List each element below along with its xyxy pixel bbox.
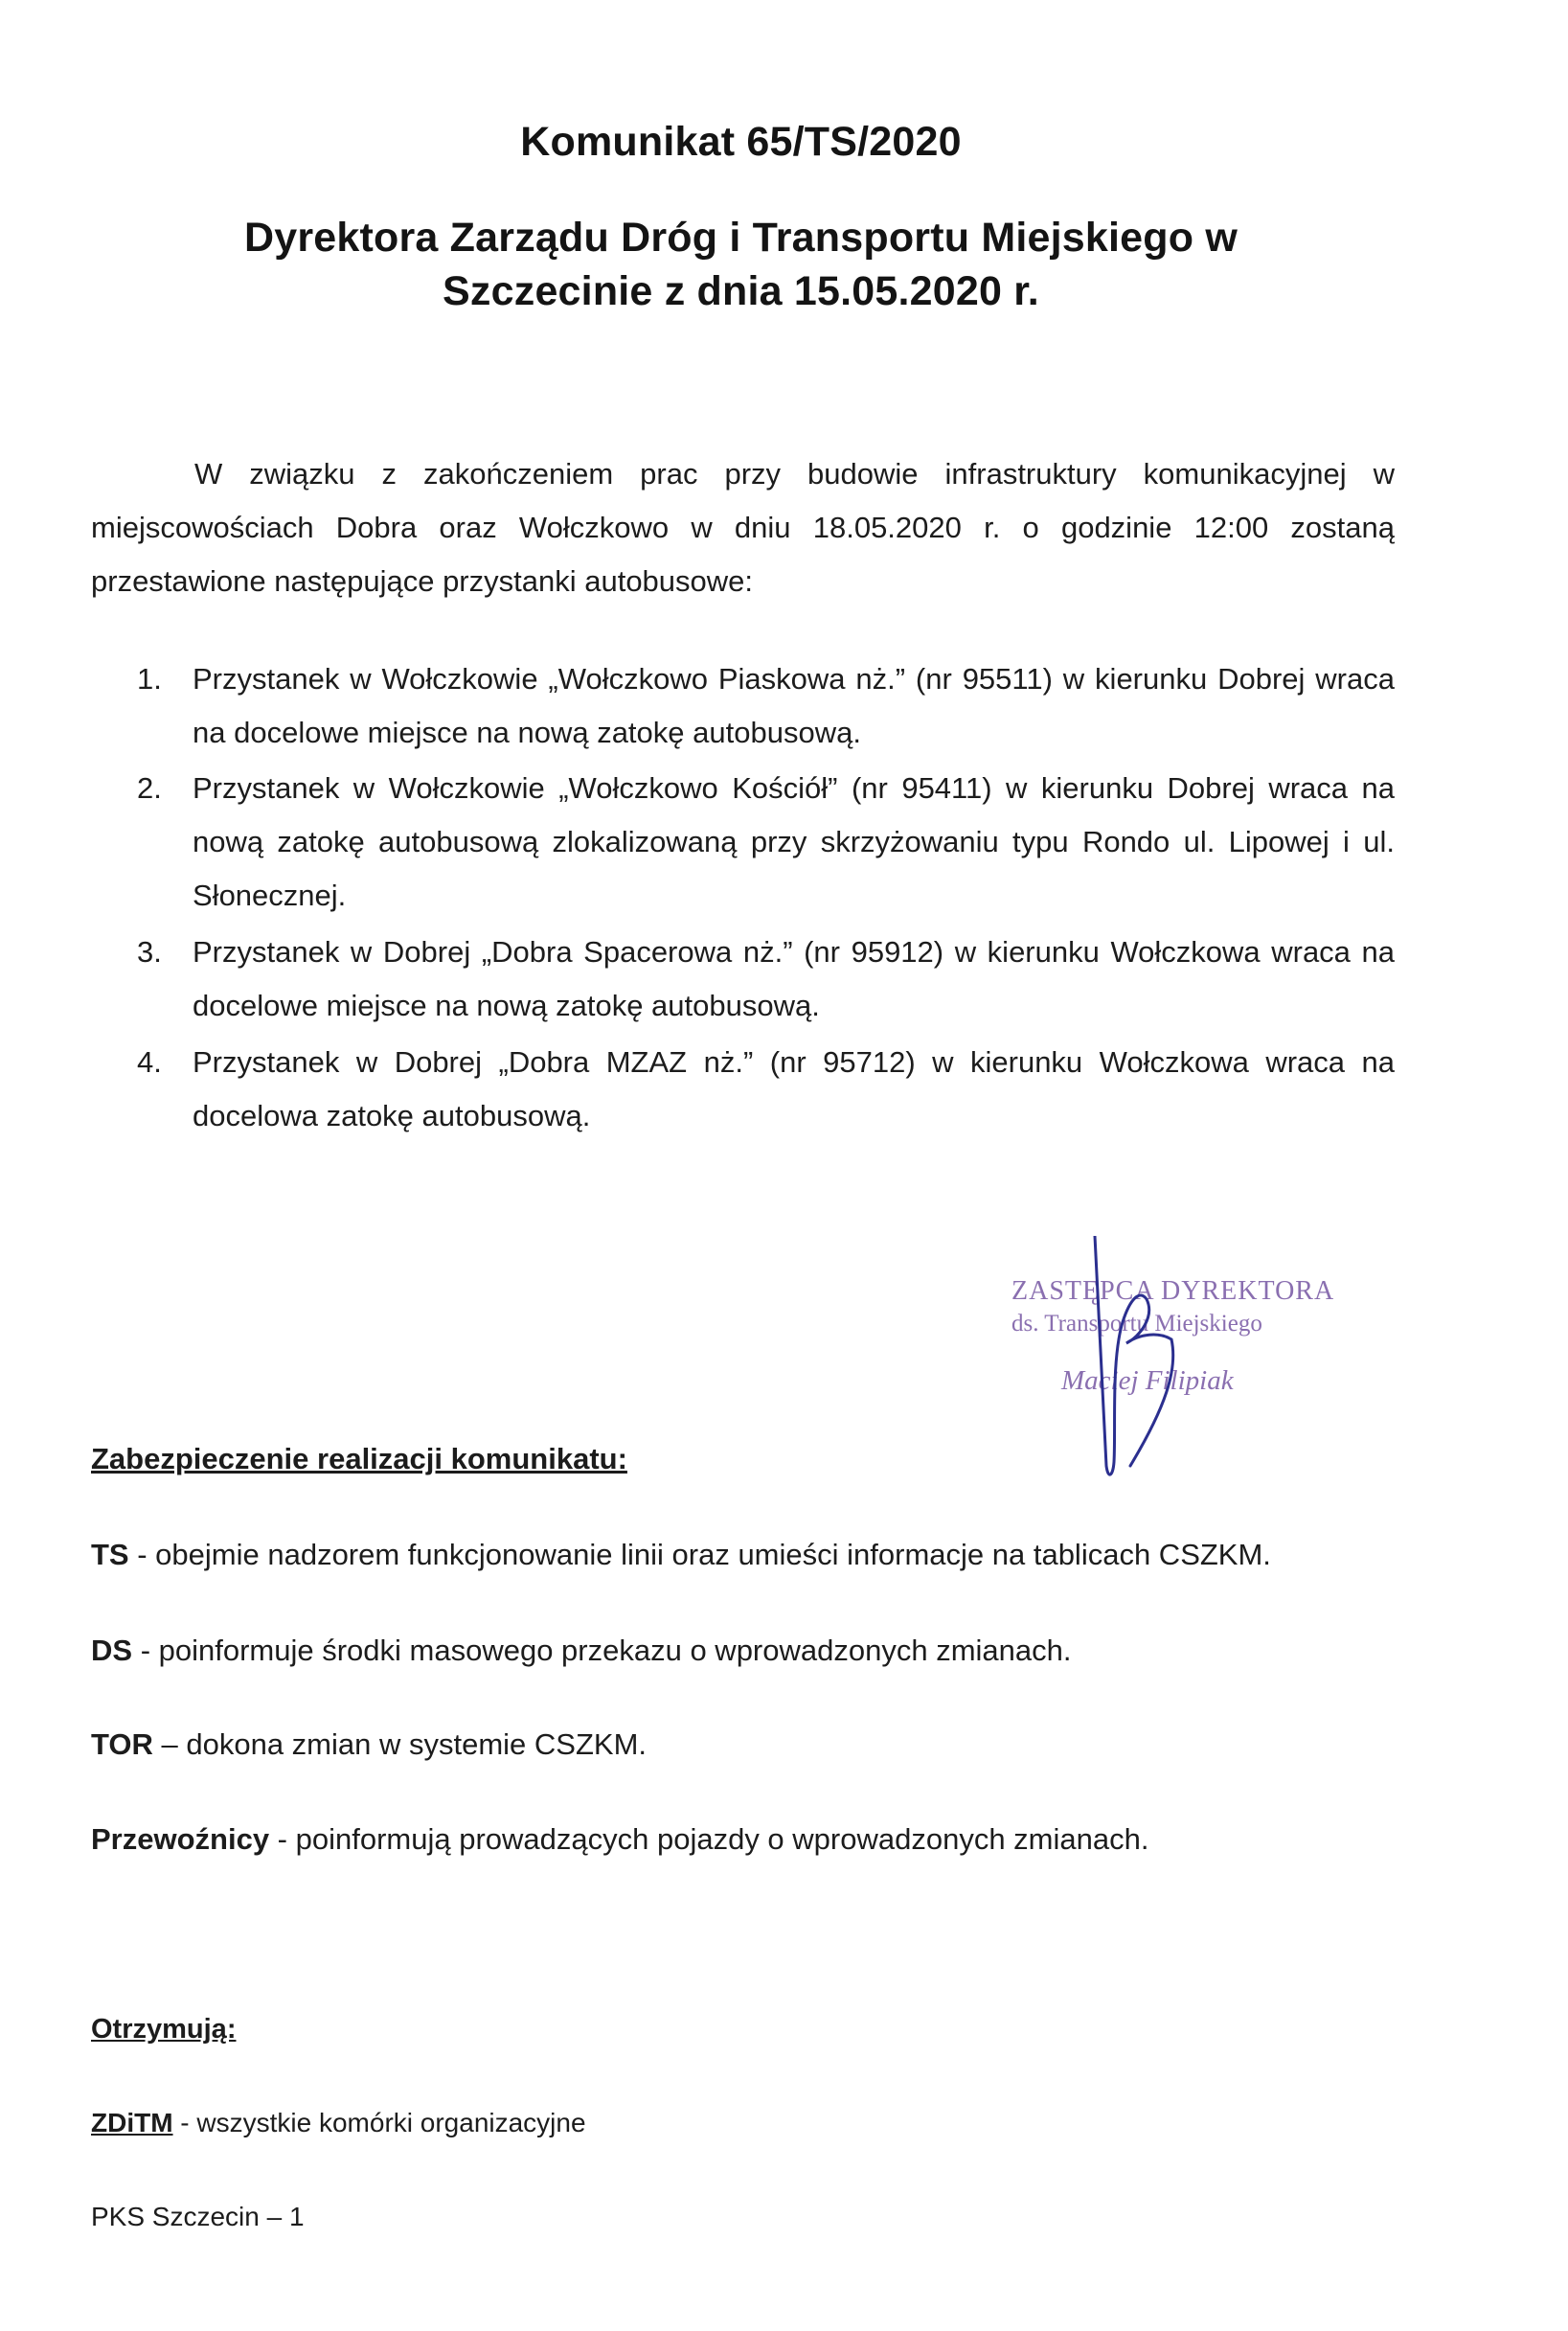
list-item-text: Przystanek w Wołczkowie „Wołczkowo Piaskowa nż.” (nr 95511) w kierunku Dobrej wraca na docelowe miejsce na nową zatokę autobusową. [193, 662, 1395, 749]
security-heading: Zabezpieczenie realizacji komunikatu: [91, 1442, 627, 1475]
recipients-heading: Otrzymują: [91, 2014, 237, 2045]
list-item-number: 1. [137, 662, 162, 696]
document-subtitle-line2: Szczecinie z dnia 15.05.2020 r. [443, 268, 1039, 314]
responsibility-ts [91, 1538, 1432, 1572]
list-item-text: Przystanek w Wołczkowie „Wołczkowo Kościół” (nr 95411) w kierunku Dobrej wraca na nową zatokę autobusową zlokalizowaną przy skrzyżowaniu typu Rondo ul. Lipowej i ul. Słonecznej. [193, 771, 1395, 912]
responsibility-code: TS [91, 1538, 129, 1571]
list-item-number: 4. [137, 1045, 162, 1079]
responsibility-code: DS [91, 1634, 133, 1667]
list-item-number: 3. [137, 935, 162, 969]
responsibility-text: - poinformuje środki masowego przekazu o wprowadzonych zmianach. [132, 1634, 1072, 1667]
list-item [91, 1036, 1395, 1143]
list-item-text: Przystanek w Dobrej „Dobra Spacerowa nż.” (nr 95912) w kierunku Wołczkowa wraca na docelowe miejsce na nową zatokę autobusową. [193, 935, 1395, 1022]
responsibility-text: - obejmie nadzorem funkcjonowanie linii oraz umieści informacje na tablicach CSZKM. [128, 1538, 1271, 1571]
recipient-zditm [91, 2108, 586, 2138]
responsibility-ds [91, 1634, 1432, 1668]
list-item [91, 926, 1395, 1033]
stamp-title: ZASTĘPCA DYREKTORA [1011, 1276, 1335, 1306]
document-subtitle-line1: Dyrektora Zarządu Dróg i Transportu Miejskiego w [243, 215, 1238, 261]
responsibility-code: TOR [91, 1727, 153, 1761]
intro-paragraph: W związku z zakończeniem prac przy budowie infrastruktury komunikacyjnej w miejscowościach Dobra oraz Wołczkowo w dniu 18.05.2020 r. o godzinie 12:00 zostaną przestawione następujące przystanki autobusowe: [91, 457, 1395, 598]
document-title: Komunikat 65/TS/2020 [520, 119, 962, 165]
recipient-code: ZDiTM [91, 2108, 173, 2137]
handwritten-signature [996, 1236, 1398, 1485]
list-item [91, 762, 1395, 923]
list-item-number: 2. [137, 771, 162, 805]
responsibility-text: – dokona zmian w systemie CSZKM. [152, 1727, 648, 1761]
recipient-text: - wszystkie komórki organizacyjne [172, 2108, 586, 2137]
responsibility-text: - poinformują prowadzących pojazdy o wprowadzonych zmianach. [269, 1822, 1149, 1856]
responsibility-carriers [91, 1822, 1432, 1857]
list-item [91, 652, 1395, 760]
recipient-pks: PKS Szczecin – 1 [91, 2202, 305, 2231]
responsibility-tor [91, 1727, 1432, 1762]
responsibility-code: Przewoźnicy [91, 1822, 270, 1856]
signature-stamp [996, 1236, 1398, 1485]
stamp-name: Maciej Filipiak [1061, 1365, 1234, 1396]
list-item-text: Przystanek w Dobrej „Dobra MZAZ nż.” (nr 95712) w kierunku Wołczkowa wraca na docelowa zatokę autobusową. [193, 1045, 1395, 1132]
stamp-department: ds. Transportu Miejskiego [1011, 1311, 1262, 1337]
